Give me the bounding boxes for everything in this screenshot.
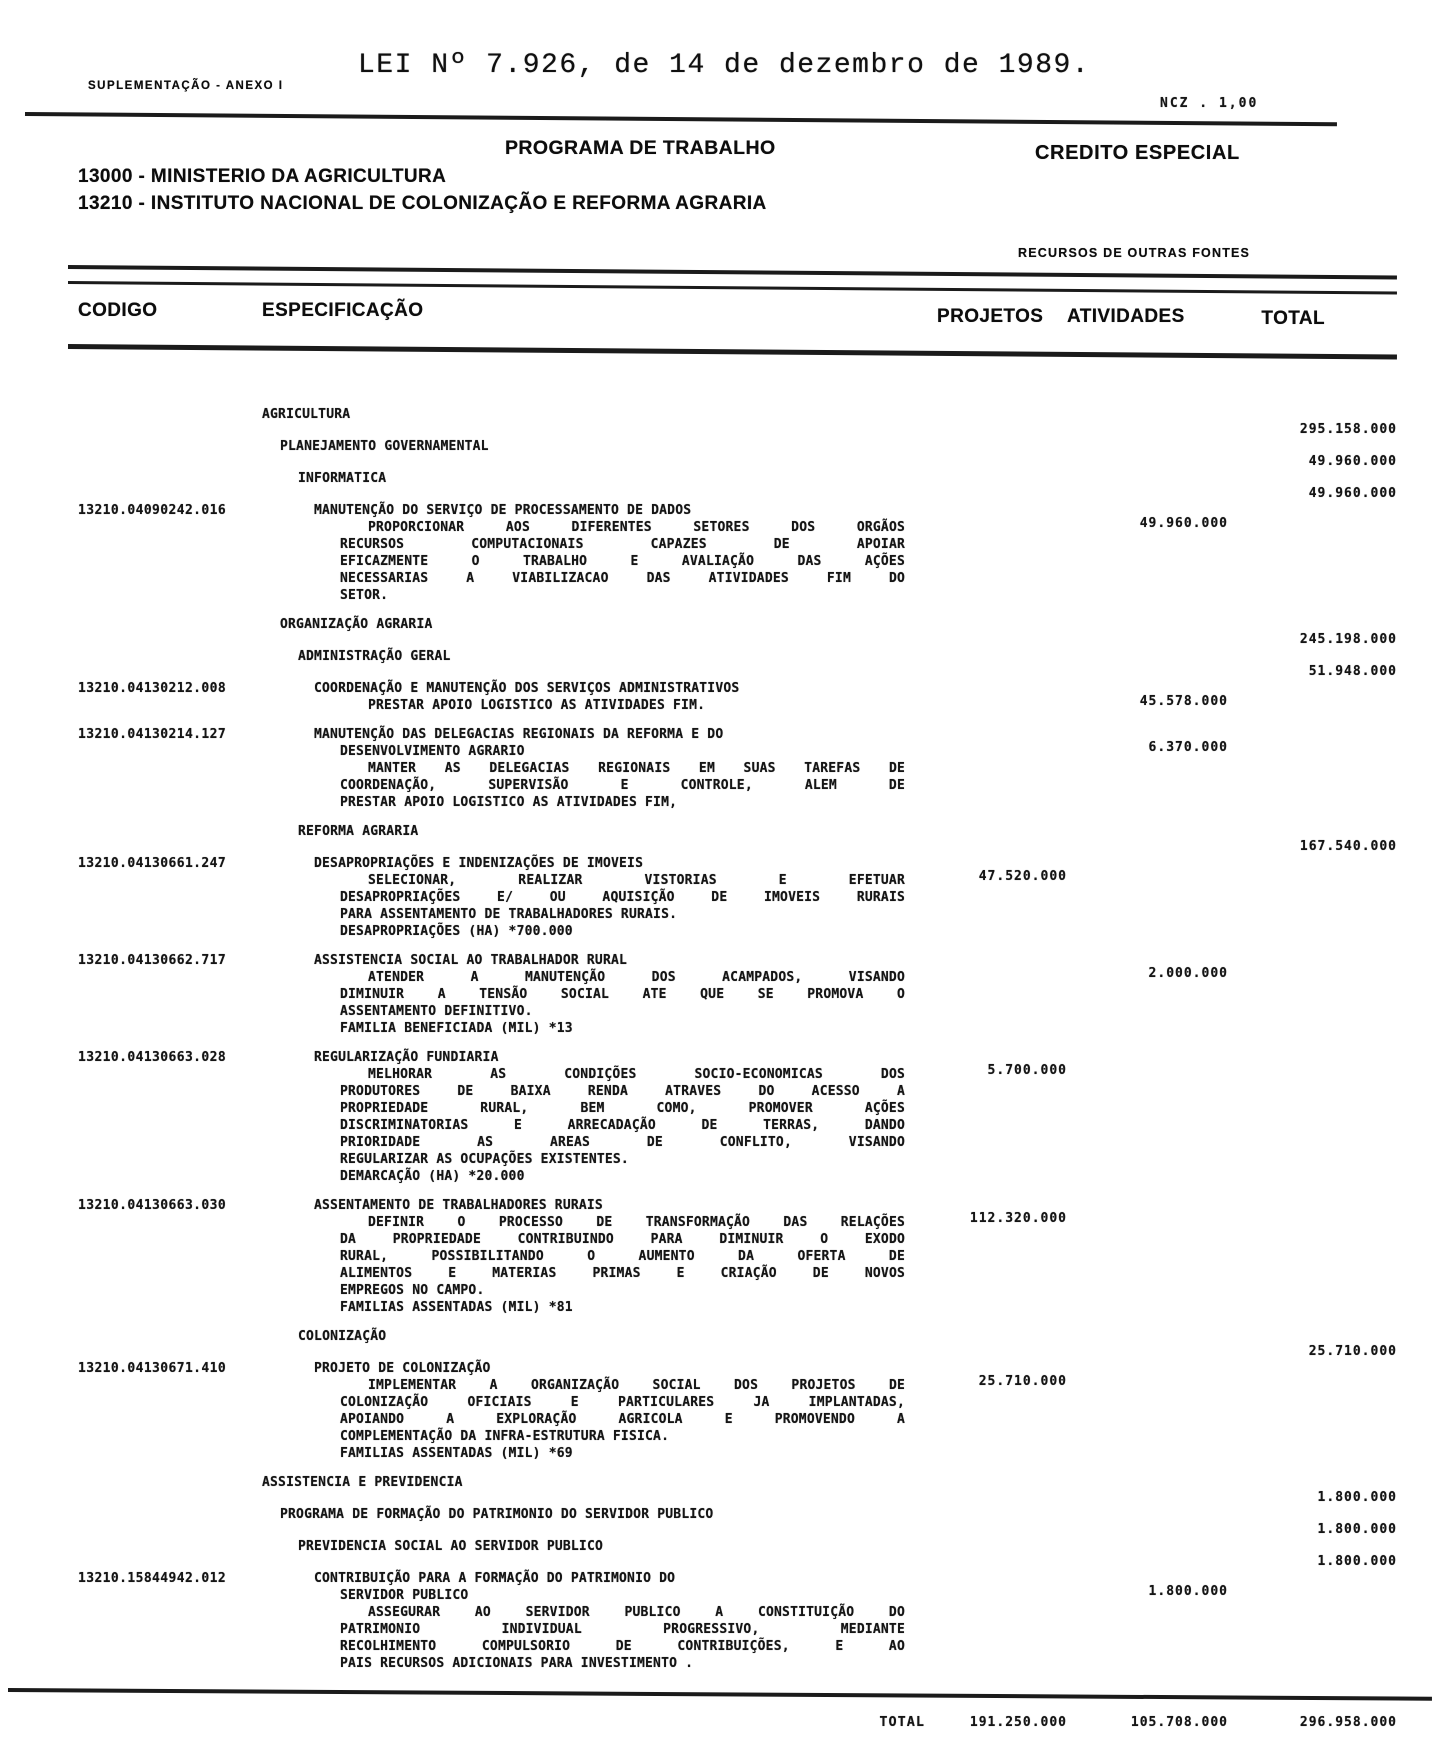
row-total-value: 49.960.000 xyxy=(1308,454,1397,469)
table-row xyxy=(78,952,1397,1037)
row-atividades-value: 6.370.000 xyxy=(1148,740,1228,755)
row-total-value: 49.960.000 xyxy=(1308,486,1397,501)
row-total-value: 25.710.000 xyxy=(1308,1344,1397,1359)
row-projetos-value xyxy=(937,1538,1067,1570)
table-row xyxy=(78,406,1397,438)
spec-line: PRIORIDADE AS AREAS DE CONFLITO, VISANDO xyxy=(340,1135,905,1150)
spec-line: ASSENTAMENTO DEFINITIVO. xyxy=(340,1004,533,1019)
row-atividades-value xyxy=(1067,823,1228,855)
row-code: 13210.04130663.030 xyxy=(78,1198,227,1213)
row-atividades-value xyxy=(1067,648,1228,680)
table-row xyxy=(78,726,1397,811)
row-code: 13210.04130214.127 xyxy=(78,727,227,742)
row-projetos-value xyxy=(937,823,1067,855)
spec-line: CONTRIBUIÇÃO PARA A FORMAÇÃO DO PATRIMONIO DO xyxy=(314,1571,676,1586)
table-row xyxy=(78,680,1397,714)
spec-line: MELHORAR AS CONDIÇÕES SOCIO-ECONOMICAS DOS xyxy=(368,1067,905,1082)
row-total-value: 1.800.000 xyxy=(1317,1554,1397,1569)
row-projetos-value xyxy=(937,616,1067,648)
row-code xyxy=(78,470,262,502)
row-code: 13210.04130671.410 xyxy=(78,1361,227,1376)
spec-line: DIMINUIR A TENSÃO SOCIAL ATE QUE SE PROMOVA O xyxy=(340,987,905,1002)
spec-line: FAMILIAS ASSENTADAS (MIL) *69 xyxy=(340,1446,573,1461)
table-row xyxy=(78,1328,1397,1360)
table-row xyxy=(78,1538,1397,1570)
table-row xyxy=(78,855,1397,940)
spec-line: REGULARIZAR AS OCUPAÇÕES EXISTENTES. xyxy=(340,1152,629,1167)
spec-line: ALIMENTOS E MATERIAS PRIMAS E CRIAÇÃO DE NOVOS xyxy=(340,1266,905,1281)
spec-line: PROPORCIONAR AOS DIFERENTES SETORES DOS ORGÃOS xyxy=(368,520,905,535)
spec-line: DESENVOLVIMENTO AGRARIO xyxy=(340,744,525,759)
horizontal-rule xyxy=(25,112,1337,126)
spec-line: MANUTENÇÃO DO SERVIÇO DE PROCESSAMENTO DE DADOS xyxy=(314,503,692,518)
row-especificacao xyxy=(262,1360,937,1462)
section-label: REFORMA AGRARIA xyxy=(298,824,419,839)
table-row xyxy=(78,1360,1397,1462)
row-atividades-value: 1.800.000 xyxy=(1148,1584,1228,1599)
row-projetos-value xyxy=(937,1474,1067,1506)
header-total: TOTAL xyxy=(1261,308,1325,329)
row-total-value: 1.800.000 xyxy=(1317,1522,1397,1537)
table-row xyxy=(78,438,1397,470)
spec-line: FAMILIA BENEFICIADA (MIL) *13 xyxy=(340,1021,573,1036)
row-total-value xyxy=(1228,1570,1397,1672)
row-total-value xyxy=(1228,1197,1397,1316)
row-especificacao xyxy=(262,406,937,438)
row-especificacao xyxy=(262,1197,937,1316)
spec-line: PRESTAR APOIO LOGISTICO AS ATIVIDADES FIM, xyxy=(340,795,678,810)
row-atividades-value xyxy=(1067,616,1228,648)
row-atividades-value xyxy=(1067,1506,1228,1538)
spec-line: DESAPROPRIAÇÕES E/ OU AQUISIÇÃO DE IMOVEIS RURAIS xyxy=(340,890,905,905)
row-atividades-value: 2.000.000 xyxy=(1148,966,1228,981)
header-projetos: PROJETOS xyxy=(937,306,1044,327)
row-total-value xyxy=(1228,726,1397,811)
row-projetos-value xyxy=(937,648,1067,680)
spec-line: PRESTAR APOIO LOGISTICO AS ATIVIDADES FIM. xyxy=(368,698,706,713)
row-atividades-value xyxy=(1067,470,1228,502)
spec-line: COLONIZAÇÃO OFICIAIS E PARTICULARES JA IMPLANTADAS, xyxy=(340,1395,905,1410)
table-row xyxy=(78,1197,1397,1316)
row-total-value xyxy=(1228,502,1397,604)
row-especificacao xyxy=(262,680,937,714)
section-label: PREVIDENCIA SOCIAL AO SERVIDOR PUBLICO xyxy=(298,1539,604,1554)
row-code xyxy=(78,616,262,648)
spec-line: PARA ASSENTAMENTO DE TRABALHADORES RURAIS. xyxy=(340,907,678,922)
horizontal-rule xyxy=(68,281,1397,294)
row-total-value xyxy=(1228,1049,1397,1185)
spec-line: DESAPROPRIAÇÕES E INDENIZAÇÕES DE IMOVEIS xyxy=(314,856,644,871)
spec-line: PATRIMONIO INDIVIDUAL PROGRESSIVO, MEDIANTE xyxy=(340,1622,905,1637)
spec-line: COORDENAÇÃO, SUPERVISÃO E CONTROLE, ALEM DE xyxy=(340,778,905,793)
spec-line: MANTER AS DELEGACIAS REGIONAIS EM SUAS TAREFAS DE xyxy=(368,761,905,776)
row-total-value: 245.198.000 xyxy=(1299,632,1397,647)
header-codigo: CODIGO xyxy=(78,300,158,321)
horizontal-rule xyxy=(68,265,1397,279)
spec-line: ASSISTENCIA SOCIAL AO TRABALHADOR RURAL xyxy=(314,953,628,968)
spec-line: APOIANDO A EXPLORAÇÃO AGRICOLA E PROMOVENDO A xyxy=(340,1412,905,1427)
row-especificacao xyxy=(262,1049,937,1185)
ministry-line: 13000 - MINISTERIO DA AGRICULTURA xyxy=(78,166,447,187)
grand-total-label: TOTAL xyxy=(879,1714,925,1730)
row-total-value: 167.540.000 xyxy=(1299,839,1397,854)
section-label: ADMINISTRAÇÃO GERAL xyxy=(298,649,451,664)
spec-line: DESAPROPRIAÇÕES (HA) *700.000 xyxy=(340,924,573,939)
section-label: ASSISTENCIA E PREVIDENCIA xyxy=(262,1475,463,1490)
table-row xyxy=(78,1506,1397,1538)
spec-line: DEFINIR O PROCESSO DE TRANSFORMAÇÃO DAS RELAÇÕES xyxy=(368,1215,905,1230)
section-label: PROGRAMA DE FORMAÇÃO DO PATRIMONIO DO SERVIDOR PUBLICO xyxy=(280,1507,714,1522)
row-especificacao xyxy=(262,438,937,470)
row-total-value xyxy=(1228,680,1397,714)
row-especificacao xyxy=(262,1570,937,1672)
spec-line: DA PROPRIEDADE CONTRIBUINDO PARA DIMINUIR O EXODO xyxy=(340,1232,905,1247)
row-especificacao xyxy=(262,855,937,940)
row-projetos-value xyxy=(937,952,1067,1037)
section-label: ORGANIZAÇÃO AGRARIA xyxy=(280,617,433,632)
spec-line: ASSENTAMENTO DE TRABALHADORES RURAIS xyxy=(314,1198,603,1213)
spec-line: PROJETO DE COLONIZAÇÃO xyxy=(314,1361,491,1376)
spec-line: COORDENAÇÃO E MANUTENÇÃO DOS SERVIÇOS ADMINISTRATIVOS xyxy=(314,681,740,696)
row-code: 13210.04130212.008 xyxy=(78,681,227,696)
spec-line: DEMARCAÇÃO (HA) *20.000 xyxy=(340,1169,525,1184)
row-projetos-value: 5.700.000 xyxy=(987,1063,1067,1078)
row-atividades-value: 49.960.000 xyxy=(1139,516,1228,531)
row-atividades-value xyxy=(1067,438,1228,470)
row-code xyxy=(78,438,262,470)
table-row xyxy=(78,470,1397,502)
row-atividades-value xyxy=(1067,1538,1228,1570)
table-row xyxy=(78,1570,1397,1672)
section-label: AGRICULTURA xyxy=(262,407,351,422)
table-row xyxy=(78,616,1397,648)
spec-line: NECESSARIAS A VIABILIZACAO DAS ATIVIDADES FIM DO xyxy=(340,571,905,586)
row-especificacao xyxy=(262,1474,937,1506)
spec-line: EFICAZMENTE O TRABALHO E AVALIAÇÃO DAS AÇÕES xyxy=(340,554,905,569)
row-code xyxy=(78,823,262,855)
row-especificacao xyxy=(262,1328,937,1360)
section-label: COLONIZAÇÃO xyxy=(298,1329,387,1344)
spec-line: SETOR. xyxy=(340,588,389,603)
spec-line: PRODUTORES DE BAIXA RENDA ATRAVES DO ACESSO A xyxy=(340,1084,905,1099)
section-label: PLANEJAMENTO GOVERNAMENTAL xyxy=(280,439,489,454)
grand-total-total: 296.958.000 xyxy=(1299,1715,1397,1730)
row-especificacao xyxy=(262,470,937,502)
row-especificacao xyxy=(262,823,937,855)
row-projetos-value: 112.320.000 xyxy=(969,1211,1067,1226)
horizontal-rule xyxy=(8,1688,1432,1701)
row-especificacao xyxy=(262,1538,937,1570)
spec-line: EMPREGOS NO CAMPO. xyxy=(340,1283,485,1298)
row-code xyxy=(78,1506,262,1538)
row-total-value: 295.158.000 xyxy=(1299,422,1397,437)
row-total-value: 51.948.000 xyxy=(1308,664,1397,679)
spec-line: COMPLEMENTAÇÃO DA INFRA-ESTRUTURA FISICA. xyxy=(340,1429,670,1444)
row-especificacao xyxy=(262,616,937,648)
row-atividades-value xyxy=(1067,1474,1228,1506)
row-especificacao xyxy=(262,1506,937,1538)
header-atividades: ATIVIDADES xyxy=(1067,306,1185,327)
spec-line: RECURSOS COMPUTACIONAIS CAPAZES DE APOIAR xyxy=(340,537,905,552)
resources-note: RECURSOS DE OUTRAS FONTES xyxy=(1018,246,1251,260)
law-title: LEI Nº 7.926, de 14 de dezembro de 1989. xyxy=(358,50,1091,81)
row-code: 13210.04130661.247 xyxy=(78,856,227,871)
credit-type-label: CREDITO ESPECIAL xyxy=(1035,142,1240,164)
spec-line: PAIS RECURSOS ADICIONAIS PARA INVESTIMENTO . xyxy=(340,1656,694,1671)
spec-line: ATENDER A MANUTENÇÃO DOS ACAMPADOS, VISANDO xyxy=(368,970,905,985)
grand-total-row xyxy=(78,1714,1397,1731)
row-total-value: 1.800.000 xyxy=(1317,1490,1397,1505)
row-projetos-value xyxy=(937,726,1067,811)
row-especificacao xyxy=(262,648,937,680)
spec-line: IMPLEMENTAR A ORGANIZAÇÃO SOCIAL DOS PROJETOS DE xyxy=(368,1378,905,1393)
grand-total-atividades: 105.708.000 xyxy=(1130,1715,1228,1730)
header-especificacao: ESPECIFICAÇÃO xyxy=(262,300,424,321)
row-atividades-value: 45.578.000 xyxy=(1139,694,1228,709)
spec-line: REGULARIZAÇÃO FUNDIARIA xyxy=(314,1050,499,1065)
table-row xyxy=(78,648,1397,680)
row-projetos-value xyxy=(937,1506,1067,1538)
row-total-value xyxy=(1228,952,1397,1037)
row-projetos-value xyxy=(937,438,1067,470)
annex-label: SUPLEMENTAÇÃO - ANEXO I xyxy=(88,80,284,92)
program-title: PROGRAMA DE TRABALHO xyxy=(505,137,776,159)
spec-line: RURAL, POSSIBILITANDO O AUMENTO DA OFERTA DE xyxy=(340,1249,905,1264)
row-total-value xyxy=(1228,1360,1397,1462)
table-row xyxy=(78,502,1397,604)
row-atividades-value xyxy=(1067,1360,1228,1462)
row-code xyxy=(78,648,262,680)
spec-line: SELECIONAR, REALIZAR VISTORIAS E EFETUAR xyxy=(368,873,905,888)
row-code xyxy=(78,1328,262,1360)
row-total-value xyxy=(1228,855,1397,940)
row-projetos-value xyxy=(937,502,1067,604)
spec-line: PROPRIEDADE RURAL, BEM COMO, PROMOVER AÇÕES xyxy=(340,1101,905,1116)
row-projetos-value: 25.710.000 xyxy=(978,1374,1067,1389)
table-row xyxy=(78,1049,1397,1185)
row-especificacao xyxy=(262,726,937,811)
spec-line: ASSEGURAR AO SERVIDOR PUBLICO A CONSTITUIÇÃO DO xyxy=(368,1605,905,1620)
row-especificacao xyxy=(262,952,937,1037)
row-code: 13210.04130663.028 xyxy=(78,1050,227,1065)
table-body xyxy=(78,406,1397,1684)
row-atividades-value xyxy=(1067,406,1228,438)
spec-line: DISCRIMINATORIAS E ARRECADAÇÃO DE TERRAS, DANDO xyxy=(340,1118,905,1133)
row-code xyxy=(78,406,262,438)
row-projetos-value xyxy=(937,680,1067,714)
row-atividades-value xyxy=(1067,1197,1228,1316)
row-projetos-value xyxy=(937,406,1067,438)
spec-line: RECOLHIMENTO COMPULSORIO DE CONTRIBUIÇÕES, E AO xyxy=(340,1639,905,1654)
row-projetos-value xyxy=(937,470,1067,502)
table-header-row xyxy=(78,300,1397,330)
row-atividades-value xyxy=(1067,855,1228,940)
table-row xyxy=(78,823,1397,855)
institute-line: 13210 - INSTITUTO NACIONAL DE COLONIZAÇÃO E REFORMA AGRARIA xyxy=(78,193,767,214)
row-code: 13210.15844942.012 xyxy=(78,1571,227,1586)
spec-line: FAMILIAS ASSENTADAS (MIL) *81 xyxy=(340,1300,573,1315)
row-projetos-value: 47.520.000 xyxy=(978,869,1067,884)
section-label: INFORMATICA xyxy=(298,471,387,486)
row-code: 13210.04130662.717 xyxy=(78,953,227,968)
row-especificacao xyxy=(262,502,937,604)
spec-line: SERVIDOR PUBLICO xyxy=(340,1588,469,1603)
grand-total-projetos: 191.250.000 xyxy=(969,1715,1067,1730)
row-code: 13210.04090242.016 xyxy=(78,503,227,518)
table-row xyxy=(78,1474,1397,1506)
currency-unit-note: NCZ . 1,00 xyxy=(1160,96,1259,111)
row-atividades-value xyxy=(1067,1049,1228,1185)
spec-line: MANUTENÇÃO DAS DELEGACIAS REGIONAIS DA REFORMA E DO xyxy=(314,727,724,742)
row-code xyxy=(78,1538,262,1570)
row-code xyxy=(78,1474,262,1506)
row-projetos-value xyxy=(937,1328,1067,1360)
horizontal-rule xyxy=(68,344,1397,359)
row-atividades-value xyxy=(1067,1328,1228,1360)
row-projetos-value xyxy=(937,1570,1067,1672)
